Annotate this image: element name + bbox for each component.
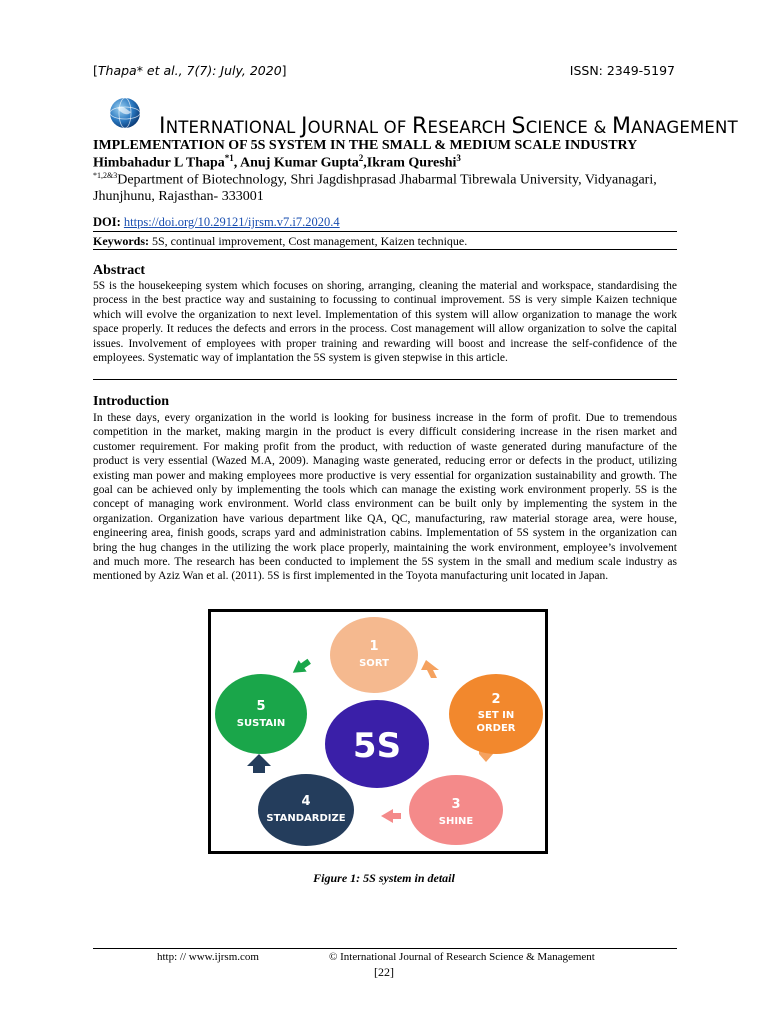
- abstract-text: 5S is the housekeeping system which focuses on shoring, arranging, cleaning the material and workspace, standardising the process in the best practice way and sustaining to focussing to continual improvement. 5S is very simple Kaizen technique which will evolve the organization to next level. Implementation of this system will allow organization to manage the work space properly. It reduces the defects and errors in the process. Cost management will allow organization to solve the capital issues. Involvement of employees with proper training and rewarding will boost and increase the self-confidence of the employees. Systematic way of implantation the 5S system is given stepwise in this article.: [93, 280, 677, 365]
- running-header-citation: [93, 63, 287, 78]
- figure-5s-diagram: [208, 609, 548, 854]
- divider: [93, 249, 677, 250]
- step-5-number: 5: [256, 699, 266, 714]
- footer-url: http: // www.ijrsm.com: [157, 951, 259, 963]
- journal-word-3: ESEARCH: [427, 118, 512, 137]
- author-separator: ,: [233, 155, 241, 171]
- author-affil-marker: *1: [224, 153, 234, 163]
- journal-initial-4: S: [511, 114, 526, 139]
- step-5-circle: [215, 674, 307, 754]
- step-3-label: SHINE: [438, 816, 474, 827]
- abstract-heading: Abstract: [93, 263, 146, 278]
- journal-word-2: OURNAL OF: [307, 118, 412, 137]
- doi-link[interactable]: https://doi.org/10.29121/ijrsm.v7.i7.2020.4: [123, 215, 340, 229]
- journal-initial-5: M: [611, 114, 632, 139]
- journal-initial-1: I: [159, 114, 166, 139]
- journal-word-4: CIENCE &: [525, 118, 612, 137]
- keywords-label: Keywords:: [93, 234, 152, 248]
- journal-word-5: ANAGEMENT: [631, 118, 738, 137]
- affiliation-text: Department of Biotechnology, Shri Jagdishprasad Jhabarmal Tibrewala University, Vidyanagari, Jhunjhunu, Rajasthan- 333001: [93, 172, 657, 204]
- journal-name: [159, 114, 738, 139]
- citation-bracket-close: ]: [281, 63, 287, 78]
- step-4-circle: [258, 774, 354, 846]
- citation-text: Thapa* et al., 7(7): July, 2020: [97, 63, 282, 78]
- step-5-label: SUSTAIN: [236, 718, 286, 729]
- figure-caption: Figure 1: 5S system in detail: [313, 871, 455, 885]
- author-affil-marker: 2: [358, 153, 364, 163]
- keywords-text: 5S, continual improvement, Cost management, Kaizen technique.: [152, 234, 468, 248]
- globe-logo-icon: [108, 96, 142, 130]
- cycle-arrow: [289, 656, 313, 679]
- 5s-cycle-diagram: [211, 612, 545, 851]
- step-1-label: SORT: [359, 658, 389, 669]
- article-title: IMPLEMENTATION OF 5S SYSTEM IN THE SMALL & MEDIUM SCALE INDUSTRY: [93, 138, 638, 153]
- step-4-number: 4: [301, 794, 311, 809]
- affiliation: [93, 168, 683, 205]
- center-label: 5S: [352, 726, 402, 766]
- issn-label: ISSN: 2349-5197: [569, 63, 675, 78]
- cycle-arrow: [421, 660, 439, 678]
- divider: [93, 379, 677, 380]
- journal-initial-2: J: [300, 114, 308, 139]
- journal-word-1: NTERNATIONAL: [165, 118, 301, 137]
- doi-label: DOI:: [93, 215, 124, 229]
- page-number: [22]: [374, 965, 394, 979]
- step-1-number: 1: [369, 639, 379, 654]
- step-2-number: 2: [491, 692, 501, 707]
- author-name: Himbahadur L Thapa: [93, 155, 225, 171]
- step-2-label: SET IN: [477, 710, 515, 721]
- author-affil-marker: 3: [456, 153, 461, 163]
- divider: [93, 231, 677, 232]
- footer-copyright: © International Journal of Research Science & Management: [329, 951, 595, 963]
- introduction-text: In these days, every organization in the world is looking for business increase in the form of profit. Due to tremendous competition in the market, making margin in the product is every difficult considering increase in the risen market and customer requirement. For making profit from the product, with reduction of waste generated during manufacture of the product is very essential (Wazed M.A, 2009). Managing waste generated, reducing error or defects in the product, utilizing existing man power and making employees more productive is very essential for organization sustainability and growth. The goal can be achieved only by implementing the tools which can manage the existing work environment properly. 5S is the concept of managing work environment. World class environment can be built only by implementing the system in the organization. Organization have various department like QA, QC, manufacturing, raw material storage area, were house, engineering area, finish goods, scraps yard and administration cabins. Implementation of 5S system in the organization can bring the hug changes in the utilizing the work place properly, maintaining the work environment, employee’s involvement and much more. The research has been conducted to implement the 5S system in the small and medium scale industry as mentioned by Aziz Wan et al. (2011). 5S is first implemented in the Toyota manufacturing unit located in Japan.: [93, 412, 677, 583]
- affiliation-marker: *1,2&3: [93, 171, 118, 180]
- keywords-line: [93, 234, 467, 249]
- author-separator: ,: [363, 155, 367, 171]
- introduction-heading: Introduction: [93, 394, 169, 409]
- step-1-circle: [330, 617, 418, 693]
- doi-line: [93, 215, 340, 230]
- journal-initial-3: R: [412, 114, 428, 139]
- cycle-arrow: [381, 809, 401, 823]
- step-4-label: STANDARDIZE: [266, 813, 346, 824]
- step-2-label: ORDER: [476, 723, 516, 734]
- step-3-number: 3: [451, 797, 461, 812]
- author-name: Anuj Kumar Gupta: [240, 155, 359, 171]
- author-name: Ikram Qureshi: [366, 155, 457, 171]
- footer-divider: [93, 948, 677, 949]
- cycle-arrow: [247, 754, 271, 773]
- citation-bracket-open: [: [93, 63, 98, 78]
